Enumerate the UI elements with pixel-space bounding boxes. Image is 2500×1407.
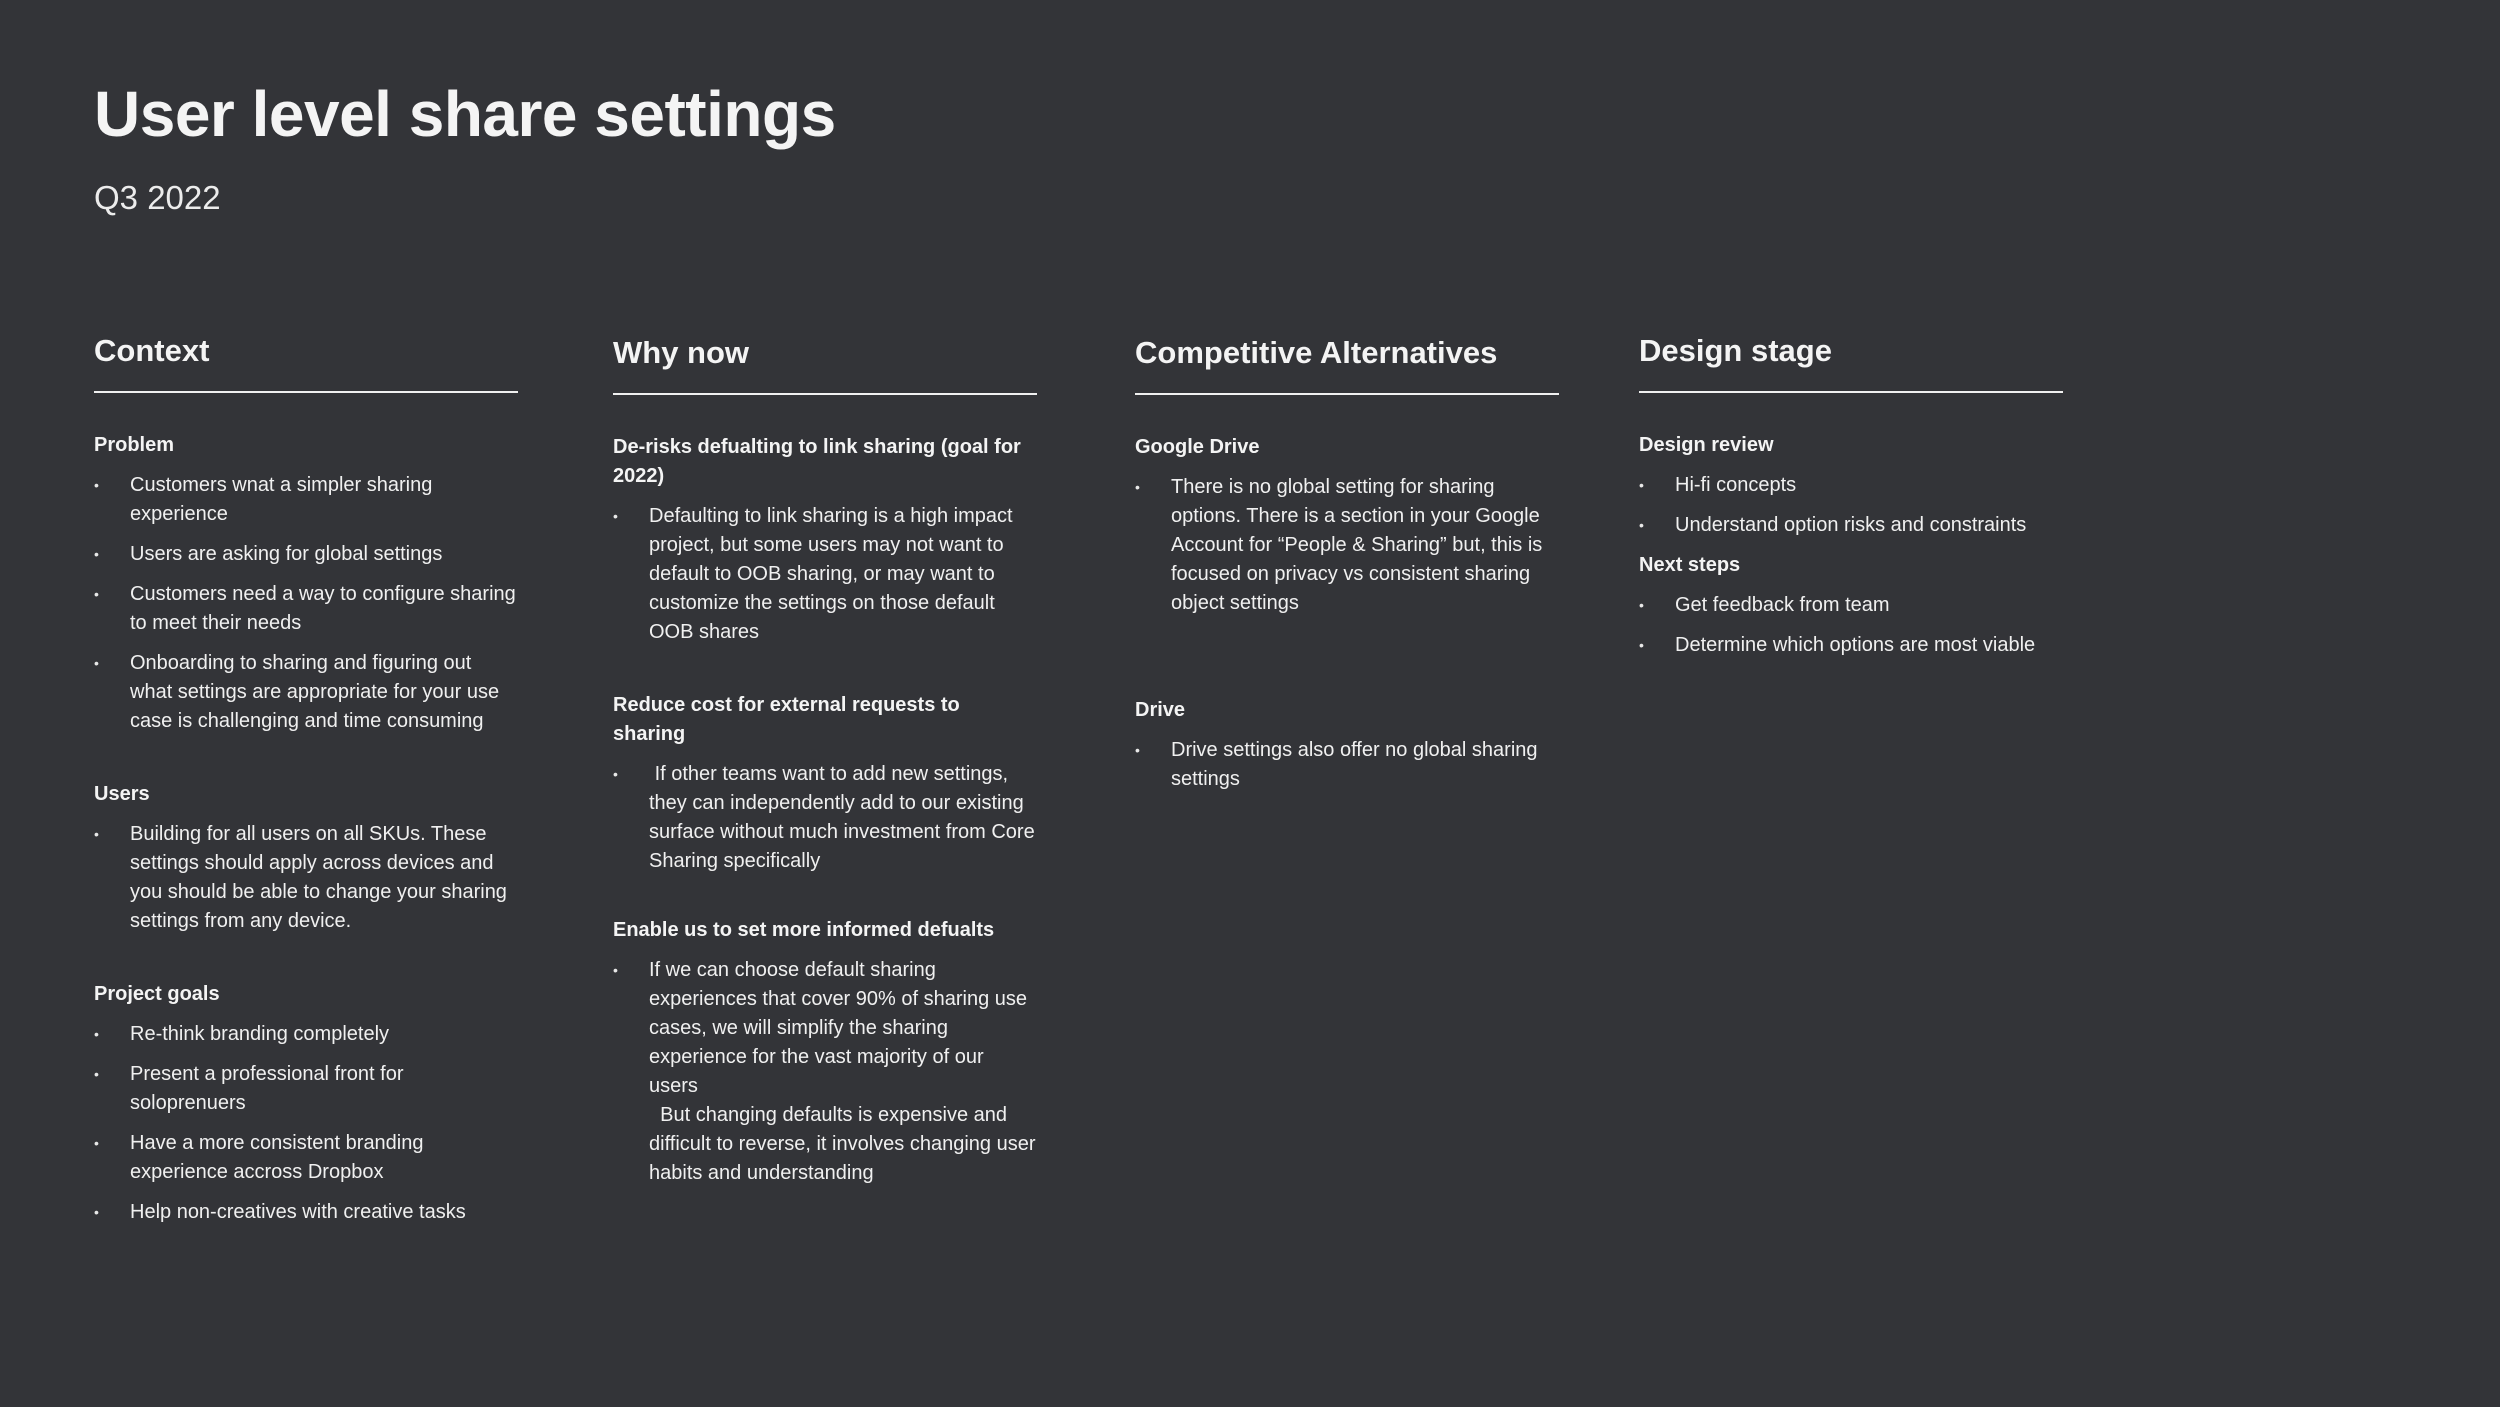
section-title: Reduce cost for external requests to sharing — [613, 694, 960, 746]
list-item: • Determine which options are most viable — [1639, 631, 2063, 660]
section-project-goals — [94, 980, 518, 1227]
section-title: Users — [94, 783, 150, 806]
section-next-steps — [1639, 551, 2063, 660]
list-item: • There is no global setting for sharing options. There is a section in your Google Account for “People & Sharing” but, this is focused on privacy vs consistent sharing object settings — [1135, 473, 1559, 618]
section-title: Google Drive — [1135, 436, 1260, 459]
page-subtitle: Q3 2022 — [94, 179, 221, 216]
section-google-drive — [1135, 433, 1559, 618]
section-users — [94, 780, 518, 936]
column-competitive-alternatives — [1135, 334, 1559, 836]
column-heading: Why now — [613, 334, 1037, 395]
list-item: • Customers wnat a simpler sharing experience — [94, 471, 518, 529]
list-item: • Onboarding to sharing and figuring out what settings are appropriate for your use case is challenging and time consuming — [94, 649, 518, 736]
list-item: • Building for all users on all SKUs. These settings should apply across devices and you should be able to change your sharing settings from any device. — [94, 820, 518, 936]
column-heading: Context — [94, 332, 518, 393]
column-heading: Competitive Alternatives — [1135, 334, 1559, 395]
list-item: • Get feedback from team — [1639, 591, 2063, 620]
list-item: • Hi-fi concepts — [1639, 471, 2063, 500]
list-item: • Users are asking for global settings — [94, 540, 518, 569]
list-item: • Re-think branding completely — [94, 1020, 518, 1049]
section-title: Problem — [94, 434, 175, 457]
list-item: • Present a professional front for soloprenuers — [94, 1060, 518, 1118]
section-title: Enable us to set more informed defualts — [613, 919, 995, 942]
section-design-review — [1639, 431, 2063, 540]
section-title: Design review — [1639, 434, 1774, 457]
column-heading: Design stage — [1639, 332, 2063, 393]
section-title: De-risks defualting to link sharing (goal for 2022) — [613, 436, 1021, 488]
section-drive — [1135, 696, 1559, 794]
section-de-risks — [613, 433, 1037, 647]
section-title: Project goals — [94, 983, 220, 1006]
list-item: • Customers need a way to configure sharing to meet their needs — [94, 580, 518, 638]
section-title: Next steps — [1639, 554, 1741, 577]
column-context — [94, 332, 522, 1269]
column-design-stage — [1639, 332, 2063, 702]
list-item: • If other teams want to add new settings, they can independently add to our existing surface without much investment from Core Sharing specifically — [613, 760, 1037, 876]
list-item: • If we can choose default sharing experiences that cover 90% of sharing use cases, we will simplify the sharing experience for the vast majority of our users But changing defaults is expensive and difficult to reverse, it involves changing user habits and understanding — [613, 956, 1037, 1188]
section-title: Drive — [1135, 699, 1186, 722]
column-why-now — [613, 334, 1041, 1230]
section-problem — [94, 431, 522, 736]
section-informed-defaults — [613, 916, 1037, 1188]
list-item: • Understand option risks and constraints — [1639, 511, 2063, 540]
list-item: • Have a more consistent branding experience accross Dropbox — [94, 1129, 518, 1187]
list-item: • Defaulting to link sharing is a high impact project, but some users may not want to default to OOB sharing, or may want to customize the settings on those default OOB shares — [613, 502, 1037, 647]
list-item: • Drive settings also offer no global sharing settings — [1135, 736, 1559, 794]
page-title: User level share settings — [94, 78, 836, 150]
list-item: • Help non-creatives with creative tasks — [94, 1198, 518, 1227]
section-reduce-cost — [613, 691, 1041, 876]
